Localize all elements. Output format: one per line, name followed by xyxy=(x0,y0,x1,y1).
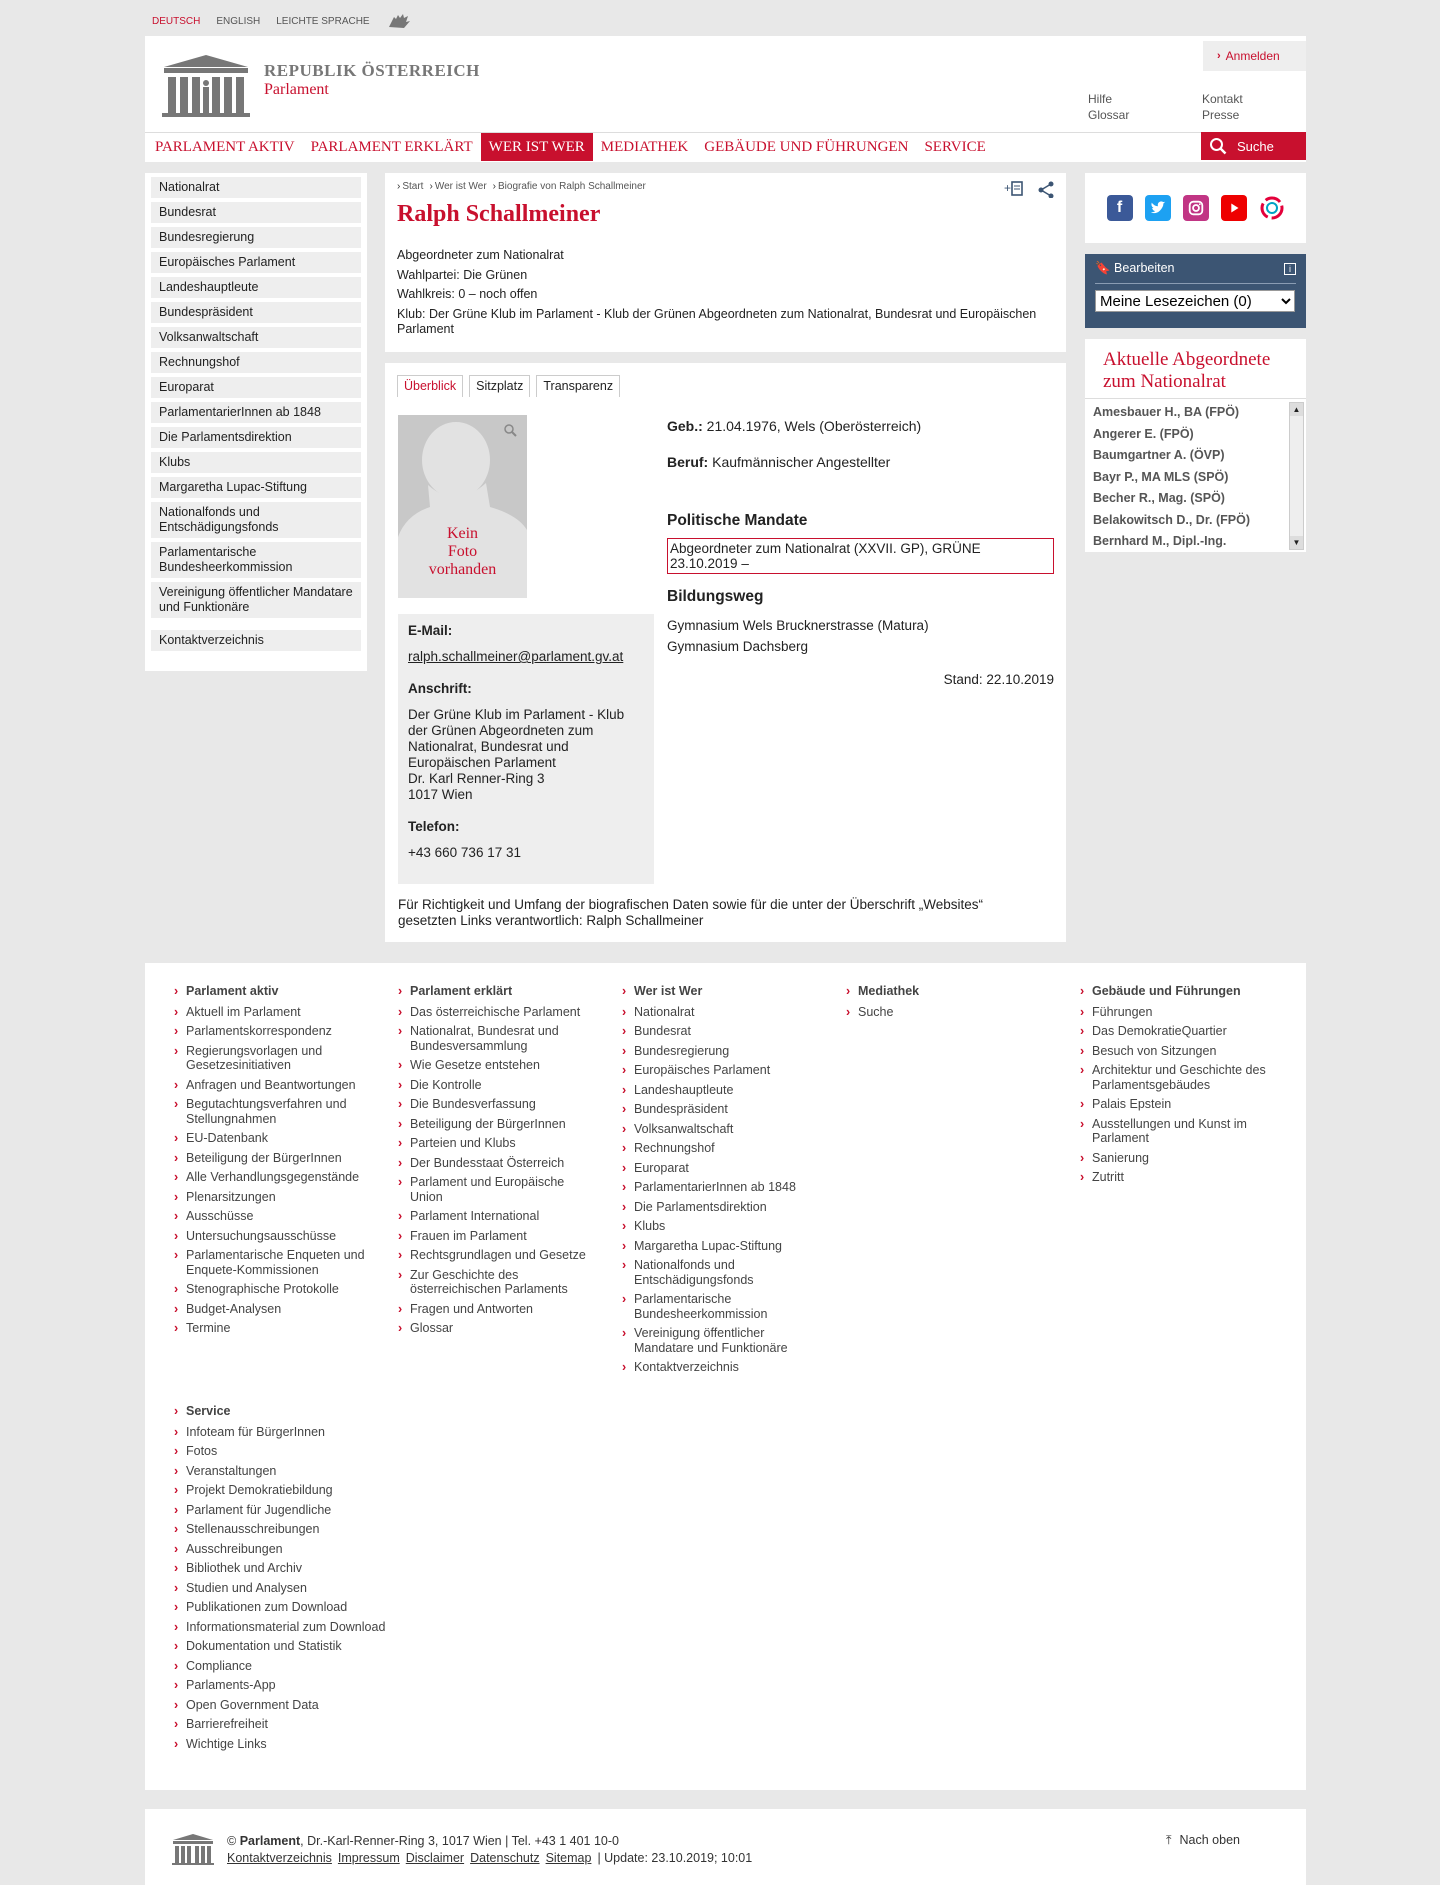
sitemap-link[interactable]: › Zutritt xyxy=(1080,1170,1280,1185)
mandate-period: 23.10.2019 – xyxy=(670,556,749,571)
person-facts xyxy=(667,418,1054,687)
footer-address: , Dr.-Karl-Renner-Ring 3, 1017 Wien | Tel. +43 1 401 10-0 xyxy=(300,1834,619,1848)
breadcrumb-current: › Biografie von Ralph Schallmeiner xyxy=(493,181,646,192)
facebook-icon[interactable]: f xyxy=(1107,195,1133,221)
member-link[interactable]: Belakowitsch D., Dr. (FPÖ) xyxy=(1093,512,1250,527)
sitemap-link[interactable]: › Stellenausschreibungen xyxy=(174,1522,414,1537)
address-line: 1017 Wien xyxy=(408,787,473,802)
sitemap-heading[interactable]: › Wer ist Wer xyxy=(622,984,822,999)
sitemap-link[interactable]: › Rechtsgrundlagen und Gesetze xyxy=(398,1248,598,1263)
back-to-top-link[interactable] xyxy=(1166,1833,1240,1848)
stand-date: Stand: 22.10.2019 xyxy=(943,672,1054,687)
member-link[interactable]: Angerer E. (FPÖ) xyxy=(1093,426,1194,441)
sitemap-link[interactable]: › Nationalrat, Bundesrat und Bundesversammlung xyxy=(398,1024,598,1053)
sitemap-col-wer-ist-wer xyxy=(622,984,822,1380)
birth-label: Geb.: xyxy=(667,418,703,434)
sidebar-item-nationalrat[interactable]: Nationalrat xyxy=(151,177,361,198)
sidebar-item-bundesregierung[interactable]: Bundesregierung xyxy=(151,227,361,248)
sidebar-item-rechnungshof[interactable]: Rechnungshof xyxy=(151,352,361,373)
sitemap-link[interactable]: › Landeshauptleute xyxy=(622,1083,822,1098)
members-list xyxy=(1093,402,1287,550)
mandate-entry xyxy=(667,538,1054,574)
person-summary xyxy=(397,246,1054,337)
search-button[interactable] xyxy=(1201,132,1306,160)
member-link[interactable]: Bernhard M., Dipl.-Ing. xyxy=(1093,534,1227,548)
tab-ueberblick[interactable]: Überblick xyxy=(397,375,463,397)
social-media-bar xyxy=(1085,173,1306,243)
sitemap-link[interactable]: › Frauen im Parlament xyxy=(398,1229,598,1244)
sitemap-link[interactable]: › Parlamentskorrespondenz xyxy=(174,1024,374,1039)
sitemap-link[interactable]: › Vereinigung öffentlicher Mandatare und Funktionäre xyxy=(622,1326,822,1355)
sitemap-heading[interactable]: › Parlament aktiv xyxy=(174,984,374,999)
scroll-down-icon[interactable]: ▼ xyxy=(1290,536,1303,549)
page-title: Ralph Schallmeiner xyxy=(397,201,601,227)
person-district: Wahlkreis: 0 – noch offen xyxy=(397,287,538,301)
bookmark-panel xyxy=(1085,254,1306,328)
zoom-icon[interactable] xyxy=(503,423,517,437)
press-link[interactable]: Presse xyxy=(1202,108,1240,122)
footer-sitemap xyxy=(145,963,1306,1790)
sitemap-link[interactable]: › Ausschreibungen xyxy=(174,1542,414,1557)
info-icon[interactable]: i xyxy=(1284,263,1296,275)
tab-transparenz[interactable]: Transparenz xyxy=(536,375,620,397)
birth-value: 21.04.1976, Wels (Oberösterreich) xyxy=(706,418,922,434)
lang-english-link[interactable]: ENGLISH xyxy=(216,15,261,27)
sidebar-item-landeshauptleute[interactable]: Landeshauptleute xyxy=(151,277,361,298)
sitemap-heading[interactable]: › Service xyxy=(174,1404,414,1419)
sitemap-link[interactable]: › Veranstaltungen xyxy=(174,1464,414,1479)
sitemap-link[interactable]: › Ausschüsse xyxy=(174,1209,374,1224)
sign-language-icon[interactable] xyxy=(386,13,412,29)
sitemap-link[interactable]: › EU-Datenbank xyxy=(174,1131,374,1146)
footer-link-datenschutz[interactable]: Datenschutz xyxy=(470,1851,540,1865)
language-bar xyxy=(152,14,412,28)
sitemap-col-parlament-aktiv xyxy=(174,984,374,1341)
sitemap-col-mediathek xyxy=(846,984,1046,1024)
sidebar-item-europaeisches-parlament[interactable]: Europäisches Parlament xyxy=(151,252,361,273)
site-header xyxy=(145,36,1306,162)
sitemap-link[interactable]: › Nationalrat xyxy=(622,1005,822,1020)
members-scrollbar[interactable] xyxy=(1289,402,1304,550)
service-links xyxy=(1088,92,1282,122)
disclaimer-text: Für Richtigkeit und Umfang der biografischen Daten sowie für die unter der Überschrift „Websites“ gesetzten Links verantwortlich: Ralph Schallmeiner xyxy=(398,897,984,928)
bookmark-panel-title: 🔖 Bearbeiten xyxy=(1095,261,1175,275)
nav-service[interactable]: SERVICE xyxy=(924,138,986,155)
sitemap-link[interactable]: › Bundespräsident xyxy=(622,1102,822,1117)
chevron-right-icon: › xyxy=(1217,50,1221,62)
sitemap-link[interactable]: › Beteiligung der BürgerInnen xyxy=(174,1151,374,1166)
sitemap-link[interactable]: › Nationalfonds und Entschädigungsfonds xyxy=(622,1258,822,1287)
parliament-building-icon xyxy=(171,1833,215,1865)
nav-parlament-aktiv[interactable]: PARLAMENT AKTIV xyxy=(155,138,295,155)
person-party: Wahlpartei: Die Grünen xyxy=(397,267,528,282)
sitemap-link[interactable]: › Regierungsvorlagen und Gesetzesinitiativen xyxy=(174,1044,374,1073)
footer-address-row xyxy=(227,1833,758,1850)
sitemap-col-gebaeude xyxy=(1080,984,1280,1190)
no-photo-line3: vorhanden xyxy=(428,561,497,578)
sitemap-link[interactable]: › Studien und Analysen xyxy=(174,1581,414,1596)
contact-box xyxy=(398,614,654,884)
footer-text xyxy=(227,1833,758,1867)
sidebar-item-parlamentsdirektion[interactable]: Die Parlamentsdirektion xyxy=(151,427,361,448)
search-icon xyxy=(1209,137,1227,155)
job-value: Kaufmännischer Angestellter xyxy=(712,454,891,470)
sitemap-link[interactable]: › Ausstellungen und Kunst im Parlament xyxy=(1080,1117,1280,1146)
person-photo-placeholder xyxy=(398,415,527,598)
sitemap-link[interactable]: › Fotos xyxy=(174,1444,414,1459)
bookmark-select[interactable] xyxy=(1095,290,1295,312)
address-value xyxy=(408,707,644,803)
sitemap-link[interactable]: › Europäisches Parlament xyxy=(622,1063,822,1078)
footer-link-disclaimer[interactable]: Disclaimer xyxy=(405,1851,465,1865)
person-club: Klub: Der Grüne Klub im Parlament - Klub der Grünen Abgeordneten zum Nationalrat, Bundesrat und Europäischen Parlament xyxy=(397,306,1037,336)
sitemap-link[interactable]: › Die Kontrolle xyxy=(398,1078,598,1093)
contact-link[interactable]: Kontakt xyxy=(1202,92,1243,106)
parlament-logo[interactable] xyxy=(160,53,480,117)
sitemap-link[interactable]: › Projekt Demokratiebildung xyxy=(174,1483,414,1498)
svg-text:+: + xyxy=(1004,181,1012,195)
sitemap-link[interactable]: › Bundesrat xyxy=(622,1024,822,1039)
sitemap-link[interactable]: › Besuch von Sitzungen xyxy=(1080,1044,1280,1059)
sitemap-link[interactable]: › Parlaments-App xyxy=(174,1678,414,1693)
sitemap-link[interactable]: › Untersuchungsausschüsse xyxy=(174,1229,374,1244)
sitemap-link[interactable]: › Wie Gesetze entstehen xyxy=(398,1058,598,1073)
sidebar-item-klubs[interactable]: Klubs xyxy=(151,452,361,473)
sitemap-heading[interactable]: › Mediathek xyxy=(846,984,1046,999)
footer-org: Parlament xyxy=(239,1834,301,1848)
sitemap-link[interactable]: › Palais Epstein xyxy=(1080,1097,1280,1112)
sitemap-link[interactable]: › Budget-Analysen xyxy=(174,1302,374,1317)
share-icon[interactable] xyxy=(1036,180,1056,198)
sitemap-link[interactable]: › Bibliothek und Archiv xyxy=(174,1561,414,1576)
tab-sitzplatz[interactable]: Sitzplatz xyxy=(469,375,530,397)
sitemap-link[interactable]: › Margaretha Lupac-Stiftung xyxy=(622,1239,822,1254)
education-list xyxy=(667,615,1054,657)
help-link[interactable]: Hilfe xyxy=(1088,92,1113,106)
no-photo-line2: Foto xyxy=(447,543,478,560)
add-bookmark-icon[interactable] xyxy=(1004,180,1024,198)
nav-mediathek[interactable]: MEDIATHEK xyxy=(600,138,689,155)
bookmark-title-text: Bearbeiten xyxy=(1114,261,1175,275)
sitemap-link[interactable]: › Kontaktverzeichnis xyxy=(622,1360,822,1375)
member-link[interactable]: Amesbauer H., BA (FPÖ) xyxy=(1093,405,1240,419)
sitemap-link[interactable]: › Volksanwaltschaft xyxy=(622,1122,822,1137)
mandates-heading: Politische Mandate xyxy=(667,512,808,529)
demokratiewebstatt-icon[interactable] xyxy=(1259,195,1285,221)
person-role: Abgeordneter zum Nationalrat xyxy=(397,248,564,262)
email-link[interactable]: ralph.schallmeiner@parlament.gv.at xyxy=(408,649,624,664)
sitemap-link[interactable]: › Aktuell im Parlament xyxy=(174,1005,374,1020)
sitemap-link[interactable]: › Dokumentation und Statistik xyxy=(174,1639,414,1654)
sitemap-link[interactable]: › Parlament International xyxy=(398,1209,598,1224)
sitemap-link[interactable]: › Parteien und Klubs xyxy=(398,1136,598,1151)
breadcrumb-start[interactable]: › Start xyxy=(397,181,423,192)
job-label: Beruf: xyxy=(667,454,709,470)
phone-value: +43 660 736 17 31 xyxy=(408,845,521,860)
sitemap-link[interactable]: › Alle Verhandlungsgegenstände xyxy=(174,1170,374,1185)
lang-easy-link[interactable]: LEICHTE SPRACHE xyxy=(276,15,370,27)
footer-links xyxy=(227,1850,758,1867)
lang-german-link[interactable]: DEUTSCH xyxy=(152,15,201,27)
sidebar-item-europarat[interactable]: Europarat xyxy=(151,377,361,398)
sitemap-link[interactable]: › Informationsmaterial zum Download xyxy=(174,1620,414,1635)
footer-link-impressum[interactable]: Impressum xyxy=(337,1851,400,1865)
sitemap-link[interactable]: › Parlamentarische Enqueten und Enquete-Kommissionen xyxy=(174,1248,374,1277)
birth-row xyxy=(667,418,1054,434)
scroll-up-icon[interactable]: ▲ xyxy=(1290,403,1303,416)
sitemap-link[interactable]: › Stenographische Protokolle xyxy=(174,1282,374,1297)
sitemap-link[interactable]: › Infoteam für BürgerInnen xyxy=(174,1425,414,1440)
login-label: Anmelden xyxy=(1225,49,1280,63)
sitemap-link[interactable]: › Bundesregierung xyxy=(622,1044,822,1059)
address-label: Anschrift: xyxy=(408,681,472,696)
twitter-icon[interactable] xyxy=(1145,195,1171,221)
sitemap-link[interactable]: › Klubs xyxy=(622,1219,822,1234)
sitemap-link[interactable]: › Führungen xyxy=(1080,1005,1280,1020)
main-navigation xyxy=(145,132,1306,162)
current-members-panel xyxy=(1085,339,1306,552)
sitemap-link[interactable]: › Architektur und Geschichte des Parlamentsgebäudes xyxy=(1080,1063,1280,1092)
sitemap-heading[interactable]: › Parlament erklärt xyxy=(398,984,598,999)
footer-update: | Update: 23.10.2019; 10:01 xyxy=(597,1851,753,1865)
arrow-up-icon: ⤒ xyxy=(1166,1833,1172,1847)
footer-bar xyxy=(145,1809,1306,1885)
sitemap-link[interactable]: › Termine xyxy=(174,1321,374,1336)
address-line: Dr. Karl Renner-Ring 3 xyxy=(408,771,545,786)
youtube-icon[interactable] xyxy=(1221,195,1247,221)
member-link[interactable]: Becher R., Mag. (SPÖ) xyxy=(1093,491,1225,505)
education-item: Gymnasium Wels Brucknerstrasse (Matura) xyxy=(667,618,929,633)
sitemap-link[interactable]: › Fragen und Antworten xyxy=(398,1302,598,1317)
sitemap-link[interactable]: › Plenarsitzungen xyxy=(174,1190,374,1205)
sitemap-heading[interactable]: › Gebäude und Führungen xyxy=(1080,984,1280,999)
sitemap-link[interactable]: › Open Government Data xyxy=(174,1698,414,1713)
job-row xyxy=(667,454,1054,470)
breadcrumb xyxy=(397,181,1054,192)
sitemap-link[interactable]: › Barrierefreiheit xyxy=(174,1717,414,1732)
nav-wer-ist-wer[interactable]: WER IST WER xyxy=(481,133,593,161)
sitemap-col-service xyxy=(174,1404,414,1756)
footer-link-kontaktverzeichnis[interactable]: Kontaktverzeichnis xyxy=(227,1851,332,1865)
sidebar-item-parlamentarierinnen[interactable]: ParlamentarierInnen ab 1848 xyxy=(151,402,361,423)
sitemap-link[interactable]: › Suche xyxy=(846,1005,1046,1020)
sidebar-item-kontaktverzeichnis[interactable]: Kontaktverzeichnis xyxy=(151,630,361,651)
page-tools xyxy=(1004,180,1056,198)
member-link[interactable]: Baumgartner A. (ÖVP) xyxy=(1093,448,1225,462)
email-label: E-Mail: xyxy=(408,623,453,638)
sitemap-link[interactable]: › Wichtige Links xyxy=(174,1737,414,1752)
sidebar-item-vereinigung-mandatare[interactable]: Vereinigung öffentlicher Mandatare und Funktionäre xyxy=(151,582,361,618)
nav-parlament-erklaert[interactable]: PARLAMENT ERKLÄRT xyxy=(310,138,473,155)
logo-title: REPUBLIK ÖSTERREICH xyxy=(264,61,480,80)
no-photo-line1: Kein xyxy=(446,525,479,542)
sitemap-link[interactable]: › Die Parlamentsdirektion xyxy=(622,1200,822,1215)
search-label: Suche xyxy=(1237,138,1274,154)
sidebar-item-nationalfonds[interactable]: Nationalfonds und Entschädigungsfonds xyxy=(151,502,361,538)
sitemap-link[interactable]: › Zur Geschichte des österreichischen Parlaments xyxy=(398,1268,598,1297)
sitemap-link[interactable]: › Das österreichische Parlament xyxy=(398,1005,598,1020)
person-detail-panel xyxy=(385,363,1066,942)
tab-bar xyxy=(397,375,1054,397)
sidebar-item-bundespraesident[interactable]: Bundespräsident xyxy=(151,302,361,323)
person-intro-panel xyxy=(385,173,1066,352)
sitemap-link[interactable]: › Parlament und Europäische Union xyxy=(398,1175,598,1204)
nav-gebaeude-fuehrungen[interactable]: GEBÄUDE UND FÜHRUNGEN xyxy=(704,138,909,155)
members-heading: Aktuelle Abgeordnete zum Nationalrat xyxy=(1085,339,1306,399)
sitemap-col-parlament-erklaert xyxy=(398,984,598,1341)
sidebar-gap xyxy=(151,622,361,630)
copyright-sign: © xyxy=(227,1834,237,1848)
sitemap-link[interactable]: › Parlamentarische Bundesheerkommission xyxy=(622,1292,822,1321)
phone-label: Telefon: xyxy=(408,819,460,834)
sidebar-item-bundesheerkommission[interactable]: Parlamentarische Bundesheerkommission xyxy=(151,542,361,578)
sidebar-item-lupac-stiftung[interactable]: Margaretha Lupac-Stiftung xyxy=(151,477,361,498)
sitemap-link[interactable]: › Das DemokratieQuartier xyxy=(1080,1024,1280,1039)
sitemap-link[interactable]: › Publikationen zum Download xyxy=(174,1600,414,1615)
sitemap-link[interactable]: › Anfragen und Beantwortungen xyxy=(174,1078,374,1093)
education-heading: Bildungsweg xyxy=(667,588,764,605)
sitemap-link[interactable]: › Beteiligung der BürgerInnen xyxy=(398,1117,598,1132)
sitemap-link[interactable]: › Glossar xyxy=(398,1321,598,1336)
address-line: Der Grüne Klub im Parlament - Klub der Grünen Abgeordneten zum Nationalrat, Bundesrat und Europäischen Parlament xyxy=(408,707,625,770)
sidebar-item-volksanwaltschaft[interactable]: Volksanwaltschaft xyxy=(151,327,361,348)
glossary-link[interactable]: Glossar xyxy=(1088,108,1130,122)
logo-subtitle: Parlament xyxy=(264,81,329,98)
sitemap-link[interactable]: › Rechnungshof xyxy=(622,1141,822,1156)
sitemap-link[interactable]: › Europarat xyxy=(622,1161,822,1176)
sidebar-item-bundesrat[interactable]: Bundesrat xyxy=(151,202,361,223)
sitemap-link[interactable]: › Sanierung xyxy=(1080,1151,1280,1166)
sitemap-link[interactable]: › Parlament für Jugendliche xyxy=(174,1503,414,1518)
sitemap-link[interactable]: › ParlamentarierInnen ab 1848 xyxy=(622,1180,822,1195)
breadcrumb-wer-ist-wer[interactable]: › Wer ist Wer xyxy=(429,181,486,192)
login-button[interactable] xyxy=(1203,41,1306,71)
back-to-top-label: Nach oben xyxy=(1179,1833,1240,1847)
sitemap-link[interactable]: › Der Bundesstaat Österreich xyxy=(398,1156,598,1171)
member-link[interactable]: Bayr P., MA MLS (SPÖ) xyxy=(1093,469,1229,484)
footer-link-sitemap[interactable]: Sitemap xyxy=(545,1851,592,1865)
sitemap-link[interactable]: › Die Bundesverfassung xyxy=(398,1097,598,1112)
sitemap-link[interactable]: › Compliance xyxy=(174,1659,414,1674)
education-item: Gymnasium Dachsberg xyxy=(667,639,809,654)
parliament-building-icon xyxy=(160,53,252,117)
no-photo-text xyxy=(398,525,527,579)
sidebar-navigation xyxy=(145,173,367,671)
instagram-icon[interactable] xyxy=(1183,195,1209,221)
sitemap-link[interactable]: › Begutachtungsverfahren und Stellungnahmen xyxy=(174,1097,374,1126)
mandate-title: Abgeordneter zum Nationalrat (XXVII. GP), GRÜNE xyxy=(670,541,981,556)
